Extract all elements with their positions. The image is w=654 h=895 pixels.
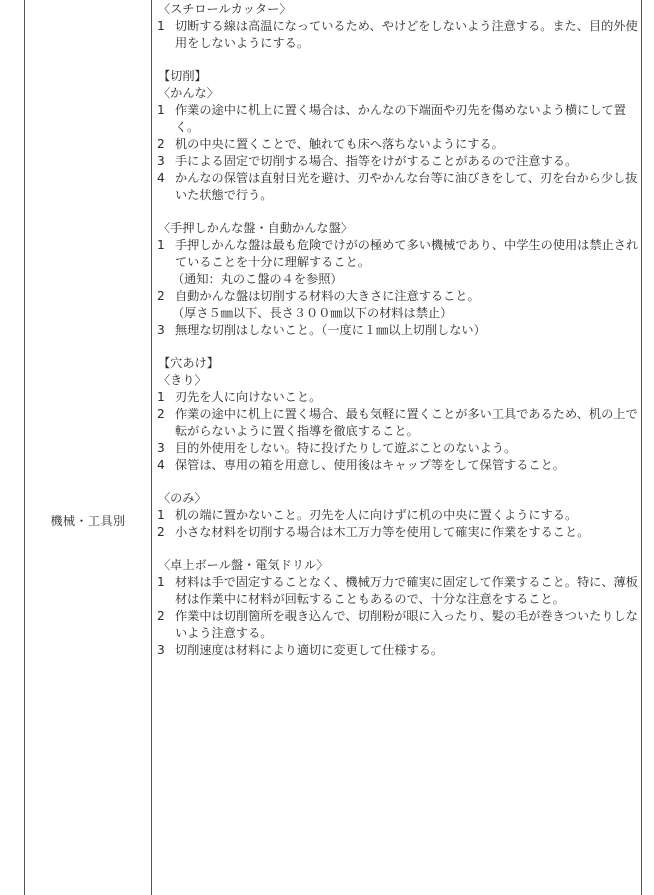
item-text <box>175 322 640 339</box>
group-gap <box>156 204 640 220</box>
item-body: 小さな材料を切削する場合は木工万力等を使用して確実に作業をすること。 <box>175 525 590 539</box>
item-body: 自動かんな盤は切削する材料の大きさに注意すること。 <box>175 289 480 303</box>
item-body: 作業の途中に机上に置く場合、最も気軽に置くことが多い工具であるため、机の上で転がらないように置く指導を徹底すること。 <box>175 407 638 438</box>
item-number: 1 <box>157 238 165 252</box>
item-body: 切断する線は高温になっているため、やけどをしないよう注意する。また、目的外使用をしないようにする。 <box>175 19 638 50</box>
table-column-divider <box>151 0 152 895</box>
item-number: 2 <box>157 525 165 539</box>
item-text <box>175 102 640 136</box>
table-left-border <box>24 0 25 895</box>
item-number: 2 <box>157 407 165 421</box>
item-text <box>175 288 640 305</box>
item-number: 1 <box>157 19 165 33</box>
item-text <box>175 574 640 608</box>
item-text <box>175 440 640 457</box>
list-item <box>156 153 640 170</box>
group-title: 〈かんな〉 <box>158 86 219 100</box>
item-text <box>175 642 640 659</box>
item-text <box>175 406 640 440</box>
section <box>156 1 640 52</box>
item-body: 作業中は切削箇所を覗き込んで、切削粉が眼に入ったり、髪の毛が巻きついたりしないよう注意する。 <box>175 609 638 640</box>
list-item <box>156 389 640 406</box>
section <box>156 52 640 339</box>
list-item <box>156 457 640 474</box>
row-category-label: 機械・工具別 <box>50 514 126 528</box>
item-text <box>175 457 640 474</box>
item-body: 作業の途中に机上に置く場合は、かんなの下端面や刃先を傷めないよう横にして置く。 <box>175 103 626 134</box>
item-text <box>175 237 640 271</box>
item-text <box>175 507 640 524</box>
item-number: 3 <box>157 154 165 168</box>
item-text <box>175 18 640 52</box>
list-item <box>156 288 640 305</box>
item-text <box>175 389 640 406</box>
group-title: 〈きり〉 <box>158 373 207 387</box>
list-item <box>156 322 640 339</box>
item-note: （通知：丸のこ盤の４を参照） <box>172 272 343 286</box>
list-item <box>156 102 640 136</box>
item-number: 1 <box>157 390 165 404</box>
group-title: 〈のみ〉 <box>158 491 207 505</box>
item-number: 4 <box>157 458 165 472</box>
item-text <box>175 170 640 204</box>
item-body: 手による固定で切削する場合、指等をけがすることがあるので注意する。 <box>175 154 578 168</box>
item-number: 1 <box>157 575 165 589</box>
group-title: 〈手押しかんな盤・自動かんな盤〉 <box>158 221 353 235</box>
list-item <box>156 642 640 659</box>
list-item <box>156 406 640 440</box>
item-number: 1 <box>157 103 165 117</box>
list-item <box>156 136 640 153</box>
item-text <box>175 524 640 541</box>
item-number: 2 <box>157 289 165 303</box>
group-gap <box>156 541 640 557</box>
item-number: 2 <box>157 609 165 623</box>
item-body: 保管は、専用の箱を用意し、使用後はキャップ等をして保管すること。 <box>175 458 565 472</box>
item-note: （厚さ５㎜以下、長さ３００㎜以下の材料は禁止） <box>172 306 453 320</box>
list-item <box>156 440 640 457</box>
item-body: 机の端に置かないこと。刃先を人に向けずに机の中央に置くようにする。 <box>175 508 578 522</box>
item-number: 2 <box>157 137 165 151</box>
section-gap <box>156 339 640 355</box>
list-item <box>156 608 640 642</box>
content-cell <box>156 0 640 659</box>
section-heading: 【穴あけ】 <box>158 356 219 370</box>
item-body: 切削速度は材料により適切に変更して仕様する。 <box>175 643 444 657</box>
table-right-border <box>641 0 642 895</box>
group-title: 〈スチロールカッター〉 <box>158 2 292 16</box>
item-body: 刃先を人に向けないこと。 <box>175 390 322 404</box>
list-item <box>156 507 640 524</box>
item-text <box>175 608 640 642</box>
item-body: 目的外使用をしない。特に投げたりして遊ぶことのないよう。 <box>175 441 517 455</box>
item-text <box>175 153 640 170</box>
item-number: 3 <box>157 643 165 657</box>
list-item <box>156 18 640 52</box>
item-number: 1 <box>157 508 165 522</box>
group-gap <box>156 474 640 490</box>
section <box>156 339 640 659</box>
item-number: 3 <box>157 323 165 337</box>
item-body: 手押しかんな盤は最も危険でけがの極めて多い機械であり、中学生の使用は禁止されていることを十分に理解すること。 <box>175 238 639 269</box>
group-title: 〈卓上ボール盤・電気ドリル〉 <box>158 558 329 572</box>
section-heading: 【切削】 <box>158 69 207 83</box>
list-item <box>156 170 640 204</box>
item-number: 3 <box>157 441 165 455</box>
list-item <box>156 574 640 608</box>
item-body: 材料は手で固定することなく、機械万力で確実に固定して作業すること。特に、薄板材は作業中に材料が回転することもあるので、十分な注意をすること。 <box>175 575 638 606</box>
item-text <box>175 136 640 153</box>
list-item <box>156 237 640 271</box>
item-body: 無理な切削はしないこと。（一度に１㎜以上切削しない） <box>175 323 486 337</box>
item-number: 4 <box>157 171 165 185</box>
item-body: かんなの保管は直射日光を避け、刃やかんな台等に油びきをして、刃を台から少し抜いた状態で行う。 <box>175 171 638 202</box>
section-gap <box>156 52 640 68</box>
item-body: 机の中央に置くことで、触れても床へ落ちないようにする。 <box>175 137 504 151</box>
list-item <box>156 524 640 541</box>
